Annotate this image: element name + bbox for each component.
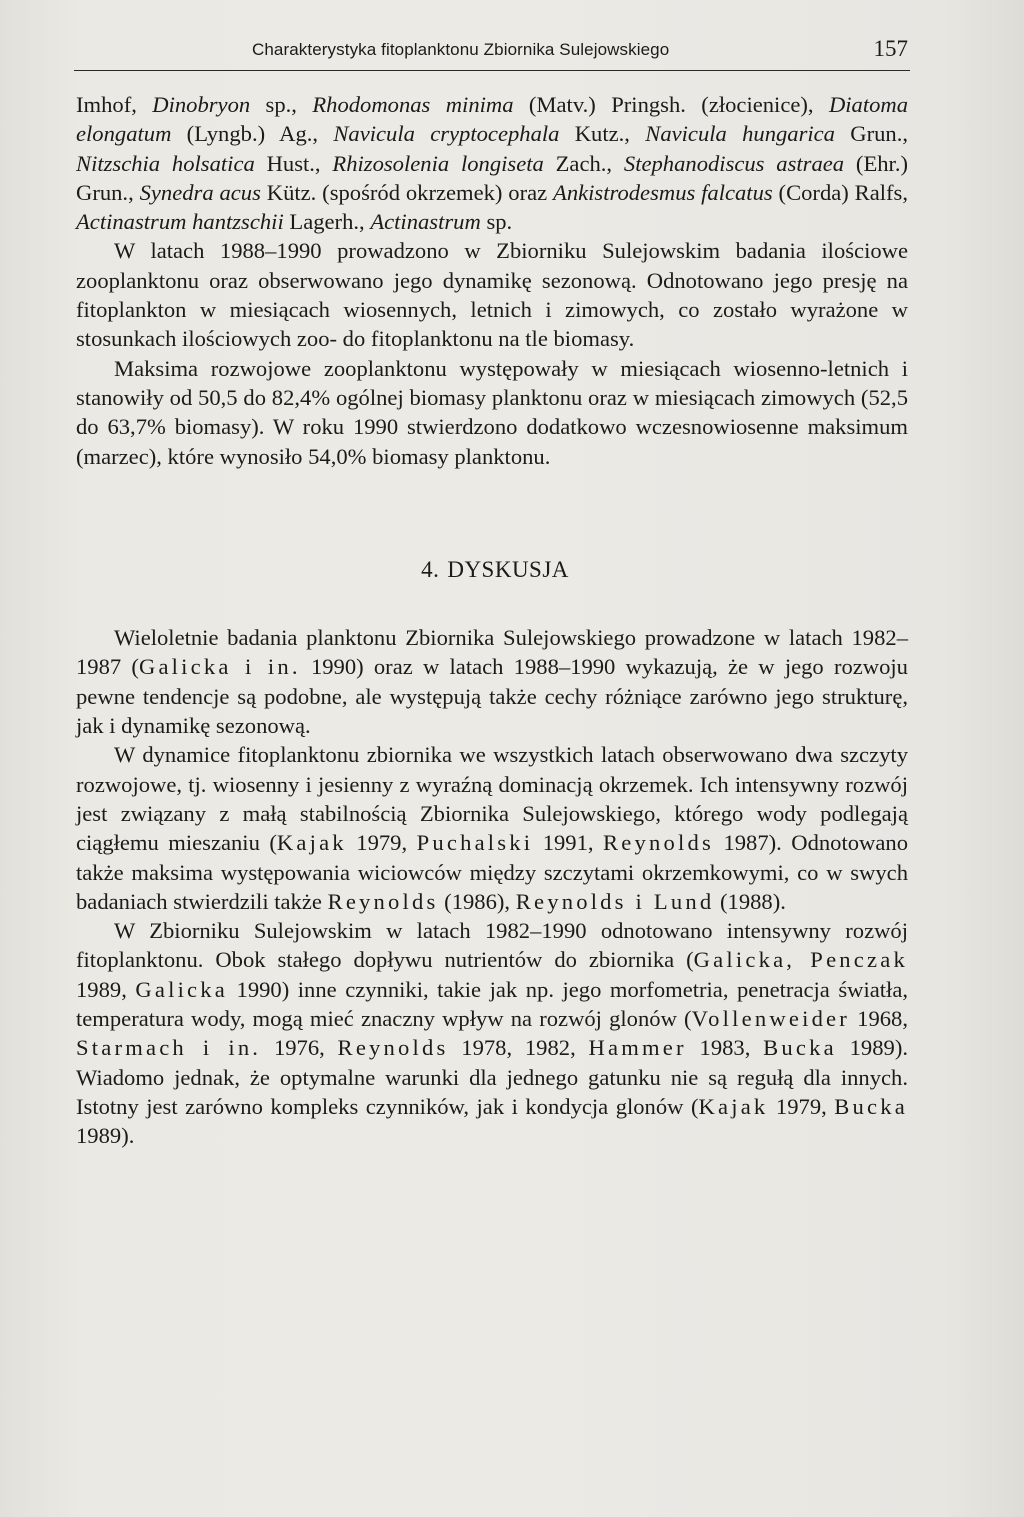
text-span: 1989).: [76, 1123, 135, 1149]
citation-author: Vollenweider: [691, 1006, 851, 1032]
text-span: (Matv.) Pringsh. (złocienice),: [513, 92, 829, 117]
citation-author: Kajak: [698, 1093, 769, 1119]
citation-author: Reynolds i Lund: [515, 888, 715, 914]
discussion-paragraph-2: [76, 740, 908, 916]
species-list-paragraph: [76, 90, 908, 236]
section-heading: [76, 555, 908, 584]
text-span: sp.: [480, 209, 513, 235]
text-span: 1990) inne czynniki, takie jak np. jego morfometria, penetracja światła, temperatura wody, mogą mieć znaczny wpływ na rozwój glonów (: [76, 976, 908, 1032]
species-name: Rhodomonas minima: [312, 92, 514, 117]
species-name: Stephanodiscus astraea: [623, 150, 845, 176]
article-body: [76, 90, 908, 1151]
text-span: Imhof,: [76, 92, 153, 117]
species-name: Navicula hungarica: [645, 121, 835, 147]
text-span: Wieloletnie badania planktonu Zbiornika Sulejowskiego prowadzone w latach 1982–1987 (: [76, 625, 908, 680]
text-span: W Zbiorniku Sulejowskim w latach 1982–1990 odnotowano intensywny rozwój fitoplanktonu. Obok stałego dopływu nutrientów do zbiornika (: [76, 918, 908, 973]
text-span: Hust.,: [254, 150, 333, 176]
discussion-paragraph-3: [76, 916, 908, 1150]
species-name: Dinobryon: [152, 92, 251, 117]
text-span: 1978, 1982,: [448, 1035, 589, 1061]
species-name: Actinastrum hantzschii: [76, 209, 284, 235]
text-span: Kutz.,: [559, 121, 646, 147]
text-span: 1987). Odnotowano także maksima występowania wiciowców między szczytami okrzemkowymi, co w swych badaniach stwierdzili także: [76, 830, 908, 914]
zooplankton-paragraph: W latach 1988–1990 prowadzono w Zbiorniku Sulejowskim badania ilościowe zooplanktonu oraz obserwowano jego dynamikę sezonową. Odnotowano jego presję na fitoplankton w miesiącach wiosennych, letnich i zimowych, co zostało wyrażone w stosunkach ilościowych zoo- do fitoplanktonu na tle biomasy.: [76, 238, 908, 352]
text-span: (1988).: [714, 888, 786, 914]
citation-author: Reynolds: [603, 830, 714, 856]
text-span: W dynamice fitoplanktonu zbiornika we wszystkich latach obserwowano dwa szczyty rozwojowe, tj. wiosenny i jesienny z wyraźną dominacją okrzemek. Ich intensywny rozwój jest związany z małą stabilnością Zbiornika Sulejowskiego, którego wody podlegają ciągłemu mieszaniu (: [76, 742, 908, 856]
text-span: (Ehr.) Grun.,: [76, 150, 908, 205]
species-name: Navicula cryptocephala: [333, 121, 560, 147]
section-title: DYSKUSJA: [447, 556, 569, 582]
text-span: Kütz. (spośród okrzemek) oraz: [260, 179, 554, 205]
species-name: Nitzschia holsatica: [76, 150, 255, 176]
text-span: (1986),: [438, 888, 516, 914]
running-header: [74, 34, 910, 71]
species-name: Ankistrodesmus falcatus: [553, 179, 773, 205]
citation-author: Bucka: [834, 1093, 908, 1119]
citation-author: Bucka: [763, 1035, 837, 1061]
running-title: Charakterystyka fitoplanktonu Zbiornika Sulejowskiego: [252, 40, 670, 59]
citation-author: Starmach i in.: [76, 1035, 262, 1061]
text-span: 1979,: [346, 830, 417, 856]
text-span: (Corda) Ralfs,: [772, 179, 908, 205]
citation-author: Galicka i in.: [138, 654, 301, 680]
text-span: (Lyngb.) Ag.,: [171, 121, 334, 147]
species-name: Synedra acus: [139, 179, 261, 205]
citation-author: Puchalski: [416, 830, 534, 856]
text-span: Grun.,: [834, 121, 908, 147]
text-span: 1989,: [76, 976, 136, 1002]
citation-author: Galicka: [135, 976, 229, 1002]
text-span: 1976,: [261, 1035, 338, 1061]
text-span: 1989). Wiadomo jednak, że optymalne warunki dla jednego gatunku nie są regułą dla innych. Istotny jest zarówno kompleks czynników, jak i kondycja glonów (: [76, 1035, 908, 1119]
text-span: 1968,: [850, 1006, 908, 1032]
maxima-paragraph: Maksima rozwojowe zooplanktonu występowały w miesiącach wiosenno-letnich i stanowiły od 50,5 do 82,4% ogólnej biomasy planktonu oraz w miesiącach zimowych (52,5 do 63,7% biomasy). W roku 1990 stwierdzono dodatkowo wczesnowiosenne maksimum (marzec), które wynosiło 54,0% biomasy planktonu.: [76, 355, 908, 469]
citation-author: Galicka, Penczak: [693, 947, 908, 973]
discussion-paragraph-1: [76, 623, 908, 740]
text-span: 1990) oraz w latach 1988–1990 wykazują, że w jego rozwoju pewne tendencje są podobne, ale występują także cechy różniące zarówno jego strukturę, jak i dynamikę sezonową.: [76, 654, 908, 739]
text-span: Lagerh.,: [283, 209, 371, 235]
species-name: Actinastrum: [370, 209, 481, 235]
page-number: 157: [873, 36, 908, 61]
citation-author: Reynolds: [327, 888, 439, 914]
citation-author: Reynolds: [337, 1035, 449, 1061]
species-name: Rhizosolenia longiseta: [332, 150, 544, 176]
citation-author: Hammer: [588, 1035, 687, 1061]
text-span: Zach.,: [543, 150, 624, 176]
text-span: 1979,: [768, 1093, 835, 1119]
text-span: sp.,: [250, 92, 313, 117]
text-span: 1991,: [533, 830, 604, 856]
text-span: 1983,: [686, 1035, 764, 1061]
species-name: Diatoma elongatum: [76, 92, 909, 147]
section-number: 4.: [421, 556, 440, 582]
citation-author: Kajak: [276, 830, 347, 856]
